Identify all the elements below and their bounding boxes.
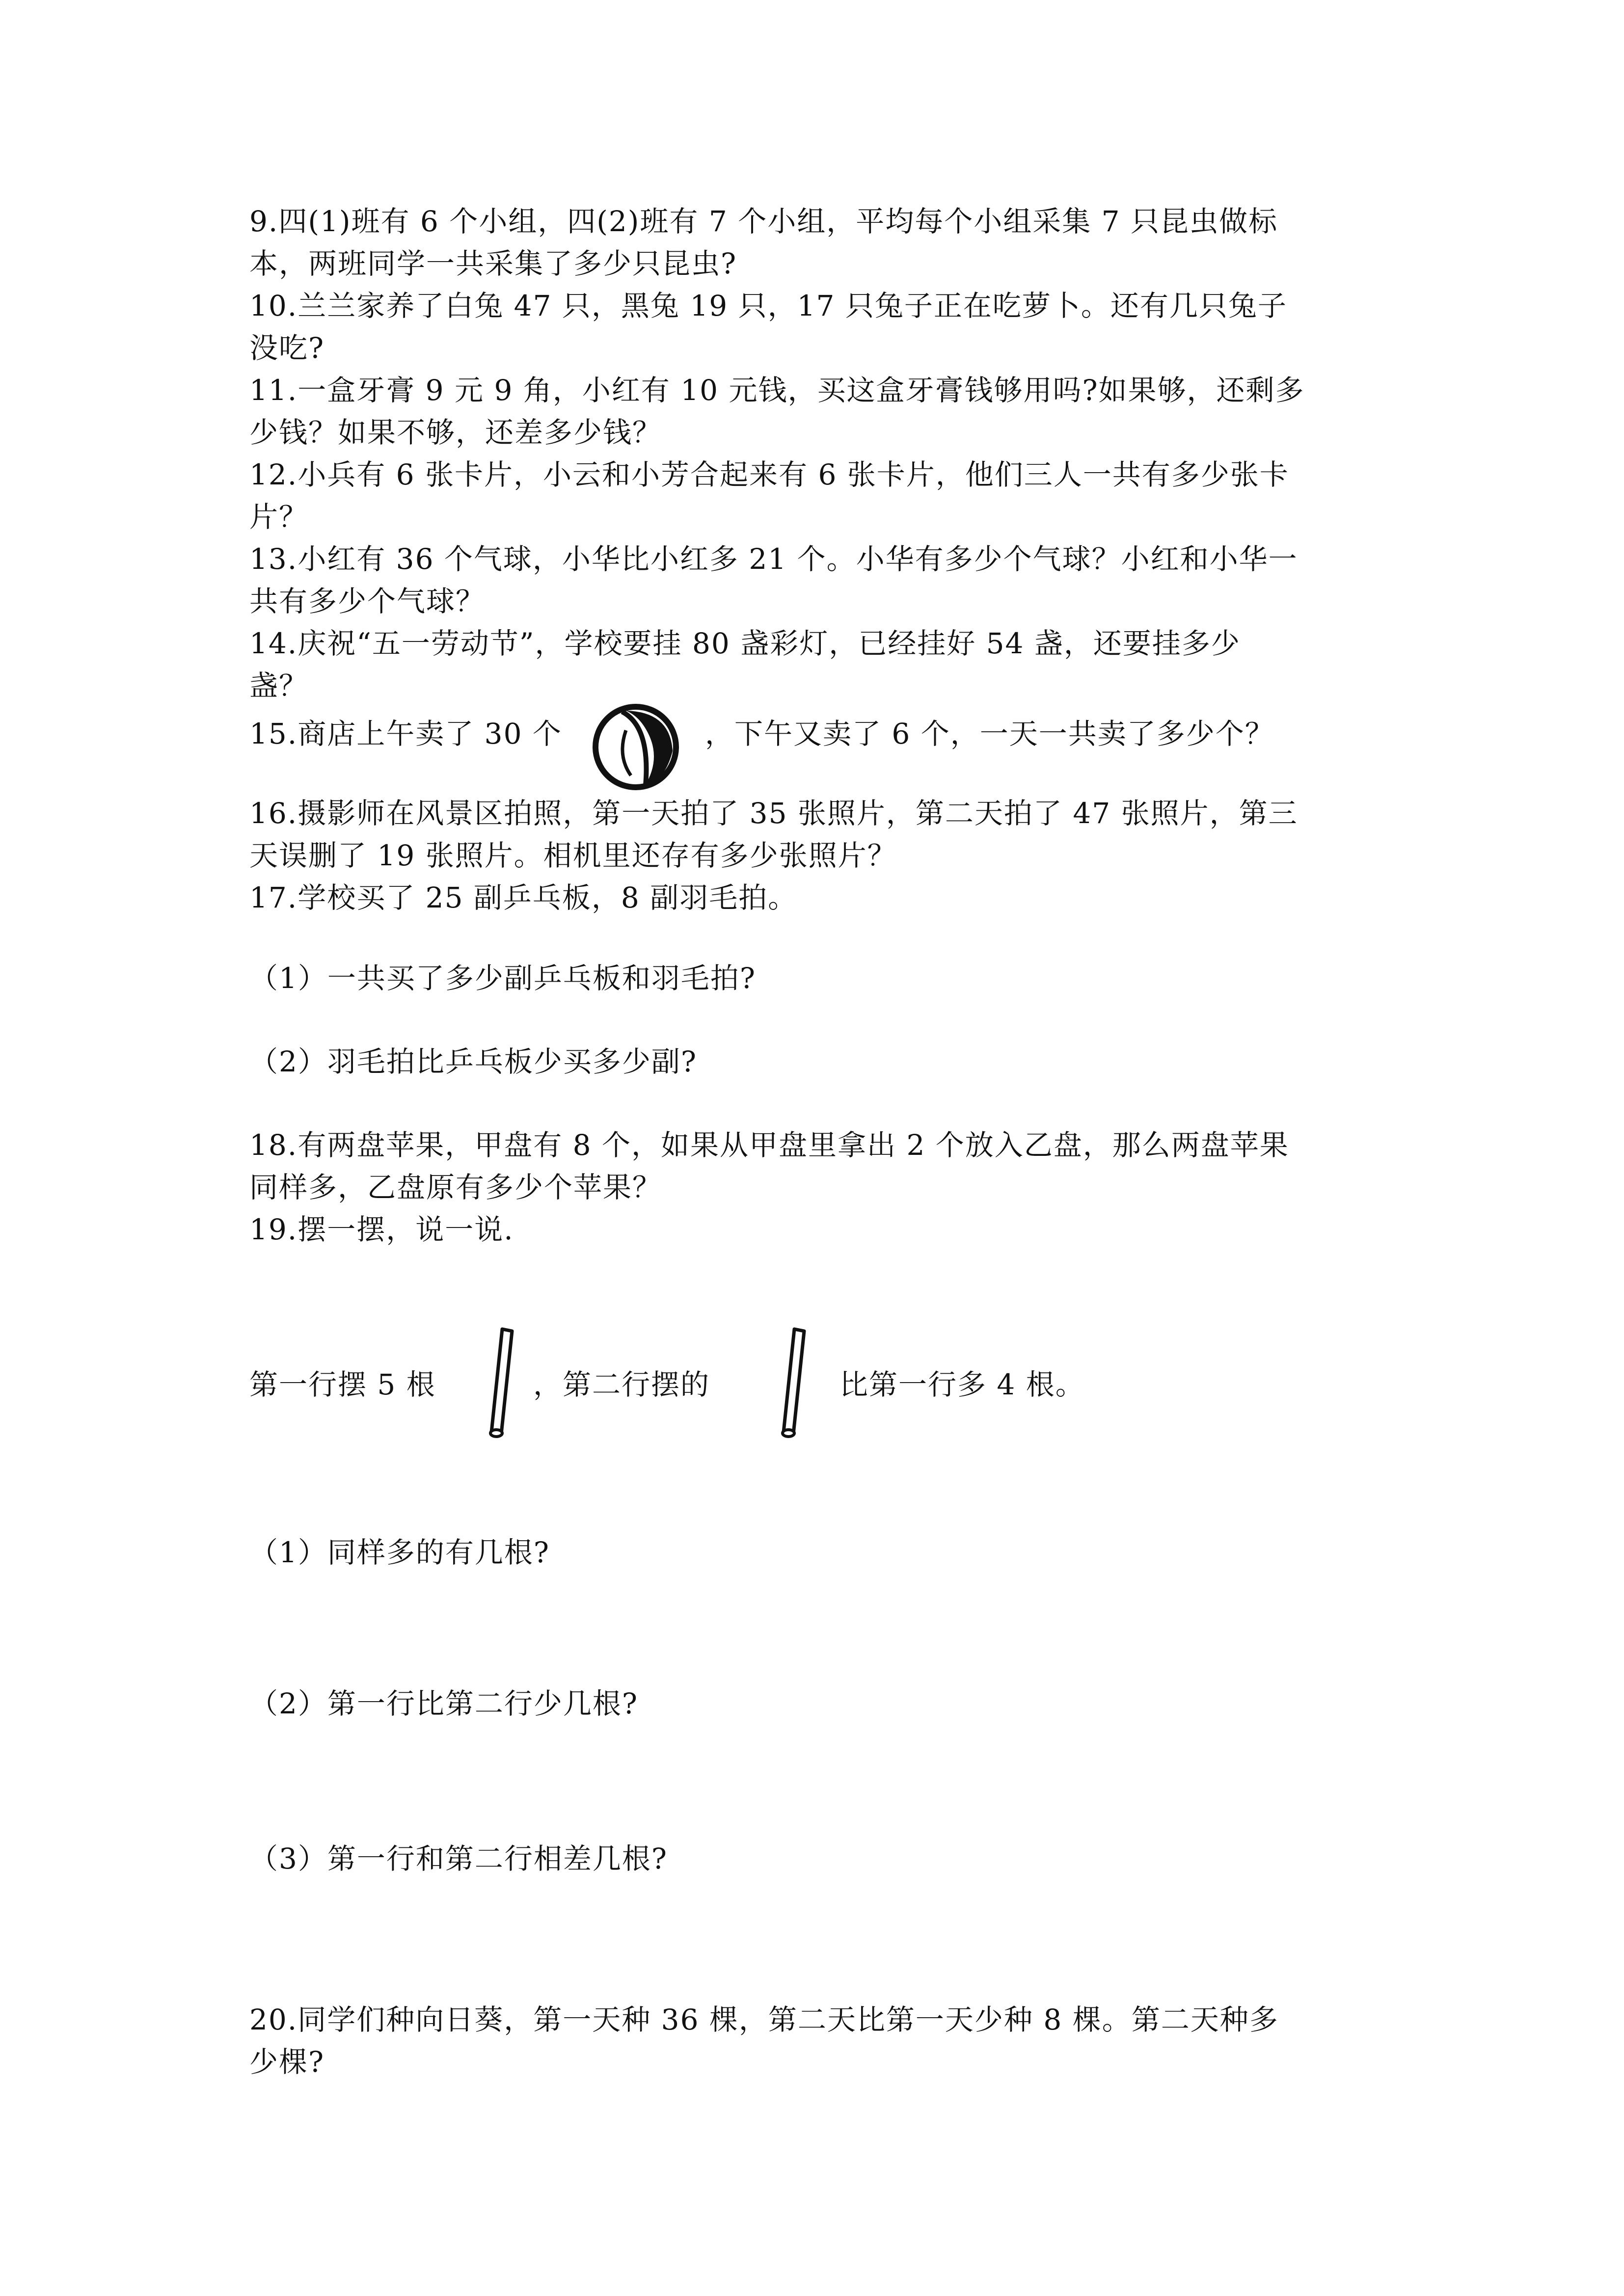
q19-sub-2: （2）第一行比第二行少几根? — [249, 1687, 638, 1720]
q15-text-after: ，下午又卖了 6 个，一天一共卖了多少个？ — [705, 717, 1274, 750]
q11-line-2: 少钱？如果不够，还差多少钱？ — [249, 416, 662, 449]
q13-line-1: 13.小红有 36 个气球，小华比小红多 21 个。小华有多少个气球？小红和小华一 — [249, 542, 1298, 576]
q18-line-2: 同样多，乙盘原有多少个苹果？ — [249, 1171, 662, 1204]
q12-line-2: 片？ — [249, 500, 309, 534]
q19-sub-3: （3）第一行和第二行相差几根? — [249, 1842, 668, 1875]
q17-sub-1: （1）一共买了多少副乒乓板和羽毛拍? — [249, 961, 756, 995]
q20-line-1: 20.同学们种向日葵，第一天种 36 棵，第二天比第一天少种 8 棵。第二天种多 — [249, 2003, 1279, 2036]
q18-line-1: 18.有两盘苹果，甲盘有 8 个，如果从甲盘里拿出 2 个放入乙盘，那么两盘苹果 — [249, 1128, 1289, 1162]
q13-line-2: 共有多少个气球？ — [249, 585, 486, 618]
q19-row-part-2: ，第二行摆的 — [533, 1368, 710, 1401]
q17-sub-2: （2）羽毛拍比乒乓板少买多少副? — [249, 1045, 697, 1078]
q12-line-1: 12.小兵有 6 张卡片，小云和小芳合起来有 6 张卡片，他们三人一共有多少张卡 — [249, 458, 1289, 491]
q17-stem: 17.学校买了 25 副乒乓板，8 副羽毛拍。 — [249, 881, 798, 914]
q10-line-2: 没吃? — [249, 331, 325, 365]
q9-line-1: 9.四(1)班有 6 个小组，四(2)班有 7 个小组，平均每个小组采集 7 只昆虫做标 — [249, 205, 1278, 238]
q14-line-1: 14.庆祝“五一劳动节”，学校要挂 80 盏彩灯，已经挂好 54 盏，还要挂多少 — [249, 627, 1241, 660]
q16-line-1: 16.摄影师在风景区拍照，第一天拍了 35 张照片，第二天拍了 47 张照片，第三 — [249, 797, 1298, 830]
q19-row-part-1: 第一行摆 5 根 — [249, 1368, 436, 1401]
q19-stem: 19.摆一摆，说一说. — [249, 1213, 514, 1246]
q14-line-2: 盏？ — [249, 669, 309, 702]
q11-line-1: 11.一盒牙膏 9 元 9 角，小红有 10 元钱，买这盒牙膏钱够用吗?如果够，还剩多 — [249, 374, 1305, 407]
q16-line-2: 天误删了 19 张照片。相机里还存有多少张照片？ — [249, 839, 897, 872]
q9-line-2: 本，两班同学一共采集了多少只昆虫? — [249, 247, 737, 280]
stick-icon — [484, 1325, 518, 1443]
q19-row-part-3: 比第一行多 4 根。 — [839, 1368, 1085, 1401]
stick-icon — [776, 1325, 810, 1443]
ball-icon — [592, 702, 680, 790]
q15-text-before: 15.商店上午卖了 30 个 — [249, 717, 562, 750]
q19-sub-1: （1）同样多的有几根? — [249, 1536, 550, 1569]
q10-line-1: 10.兰兰家养了白兔 47 只，黑兔 19 只，17 只兔子正在吃萝卜。还有几只兔子 — [249, 289, 1287, 322]
q20-line-2: 少棵? — [249, 2045, 325, 2079]
